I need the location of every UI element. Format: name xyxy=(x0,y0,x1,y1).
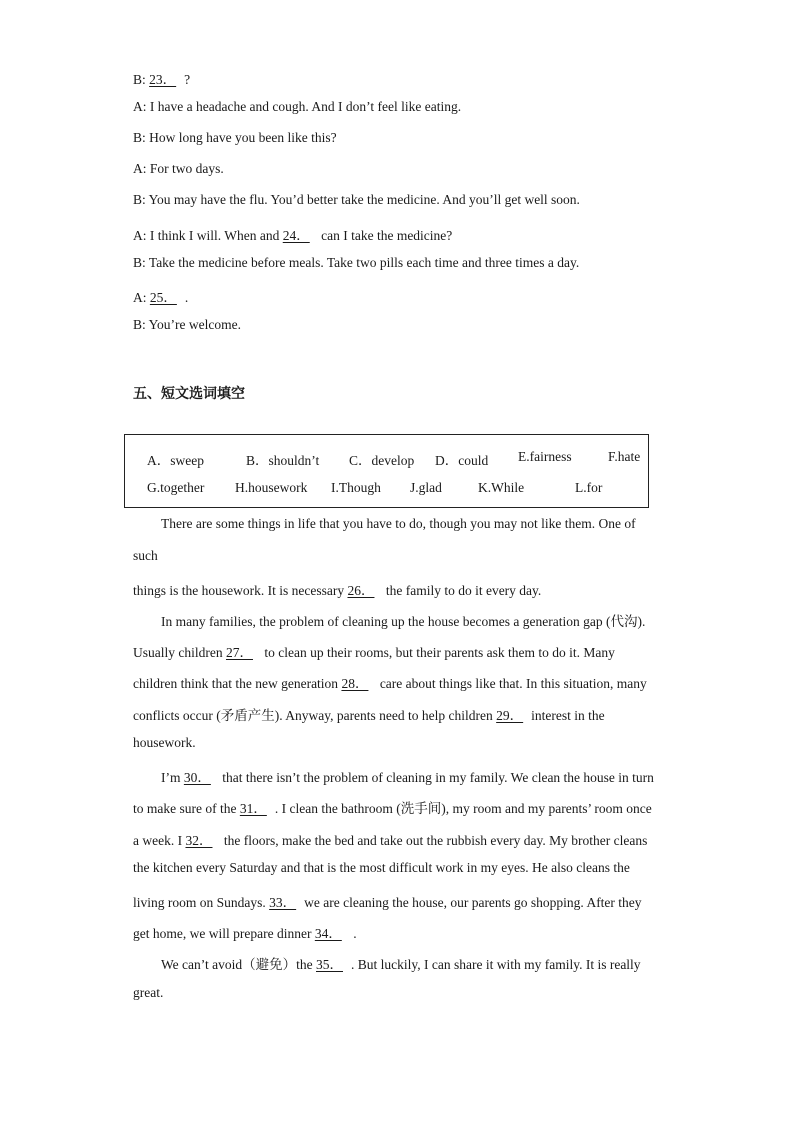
blank-33[interactable]: 33． xyxy=(269,895,297,910)
blank-24[interactable]: 24． xyxy=(282,228,310,243)
dialogue-line-b-flu: B: You may have the flu. You’d better take the medicine. And you’ll get well soon. xyxy=(133,192,580,207)
dialogue-line-a-two-days: A: For two days. xyxy=(133,161,224,176)
dialogue-line-a-headache: A: I have a headache and cough. And I don’t feel like eating. xyxy=(133,99,462,114)
option-a: A．sweep xyxy=(147,453,204,468)
passage-p1-line2: such xyxy=(133,548,158,563)
blank-35[interactable]: 35． xyxy=(316,957,343,972)
blank-23[interactable]: 23． xyxy=(149,72,177,87)
option-l: L.for xyxy=(575,480,603,495)
word-options-box xyxy=(124,434,649,508)
dialogue-line-b-welcome: B: You’re welcome. xyxy=(133,317,241,332)
passage-p4-line1: We can’t avoid（避免）the 35． . But luckily, I can share it with my family. It is really xyxy=(161,957,641,972)
option-g: G.together xyxy=(147,480,205,495)
option-f: F.hate xyxy=(608,449,641,464)
option-j: J.glad xyxy=(410,480,442,495)
passage-p4-line2: great. xyxy=(133,985,164,1000)
blank-28[interactable]: 28． xyxy=(341,676,369,691)
passage-p3-line2: to make sure of the 31． . I clean the bathroom (洗手间), my room and my parents’ room once xyxy=(133,801,652,816)
passage-p2-line3: children think that the new generation 28． care about things like that. In this situation, many xyxy=(133,676,647,691)
option-h: H.housework xyxy=(235,480,308,495)
option-b: B．shouldn’t xyxy=(246,453,320,468)
blank-30[interactable]: 30． xyxy=(183,770,211,785)
dialogue-line-b-how-long: B: How long have you been like this? xyxy=(133,130,337,145)
passage-p3-line5: living room on Sundays. 33． we are cleaning the house, our parents go shopping. After they xyxy=(133,895,642,910)
passage-p2-line5: housework. xyxy=(133,735,196,750)
passage-p3-line3: a week. I 32． the floors, make the bed and take out the rubbish every day. My brother cleans xyxy=(133,833,648,848)
option-i: I.Though xyxy=(331,480,381,495)
passage-p3-line4: the kitchen every Saturday and that is the most difficult work in my eyes. He also cleans the xyxy=(133,860,630,875)
blank-29[interactable]: 29． xyxy=(496,708,524,723)
dialogue-line-b-question: B: 23． ? xyxy=(133,72,191,87)
dialogue-line-b-medicine: B: Take the medicine before meals. Take two pills each time and three times a day. xyxy=(133,255,580,270)
passage-p1-line3: things is the housework. It is necessary 26． the family to do it every day. xyxy=(133,583,542,598)
passage-p2-line4: conflicts occur (矛盾产生). Anyway, parents need to help children 29． interest in the xyxy=(133,708,605,723)
passage-p3-line6: get home, we will prepare dinner 34． . xyxy=(133,926,357,941)
option-k: K.While xyxy=(478,480,525,495)
blank-34[interactable]: 34． xyxy=(314,926,342,941)
dialogue-line-a-thanks: A: 25． . xyxy=(133,290,189,305)
passage-p2-line1: In many families, the problem of cleaning up the house becomes a generation gap (代沟). xyxy=(161,614,646,629)
option-c: C．develop xyxy=(349,453,415,468)
blank-25[interactable]: 25． xyxy=(149,290,177,305)
passage-p2-line2: Usually children 27． to clean up their rooms, but their parents ask them to do it. Many xyxy=(133,645,615,660)
dialogue-line-a-when: A: I think I will. When and 24． can I take the medicine? xyxy=(133,228,453,243)
blank-27[interactable]: 27． xyxy=(225,645,253,660)
option-e: E.fairness xyxy=(518,449,572,464)
passage-p3-line1: I’m 30． that there isn’t the problem of cleaning in my family. We clean the house in turn xyxy=(161,770,654,785)
option-d: D．could xyxy=(435,453,489,468)
blank-32[interactable]: 32． xyxy=(185,833,213,848)
passage-p1-line1: There are some things in life that you have to do, though you may not like them. One of xyxy=(161,516,636,531)
section-title: 五、短文选词填空 xyxy=(133,386,245,402)
blank-31[interactable]: 31． xyxy=(239,801,267,816)
blank-26[interactable]: 26． xyxy=(347,583,375,598)
